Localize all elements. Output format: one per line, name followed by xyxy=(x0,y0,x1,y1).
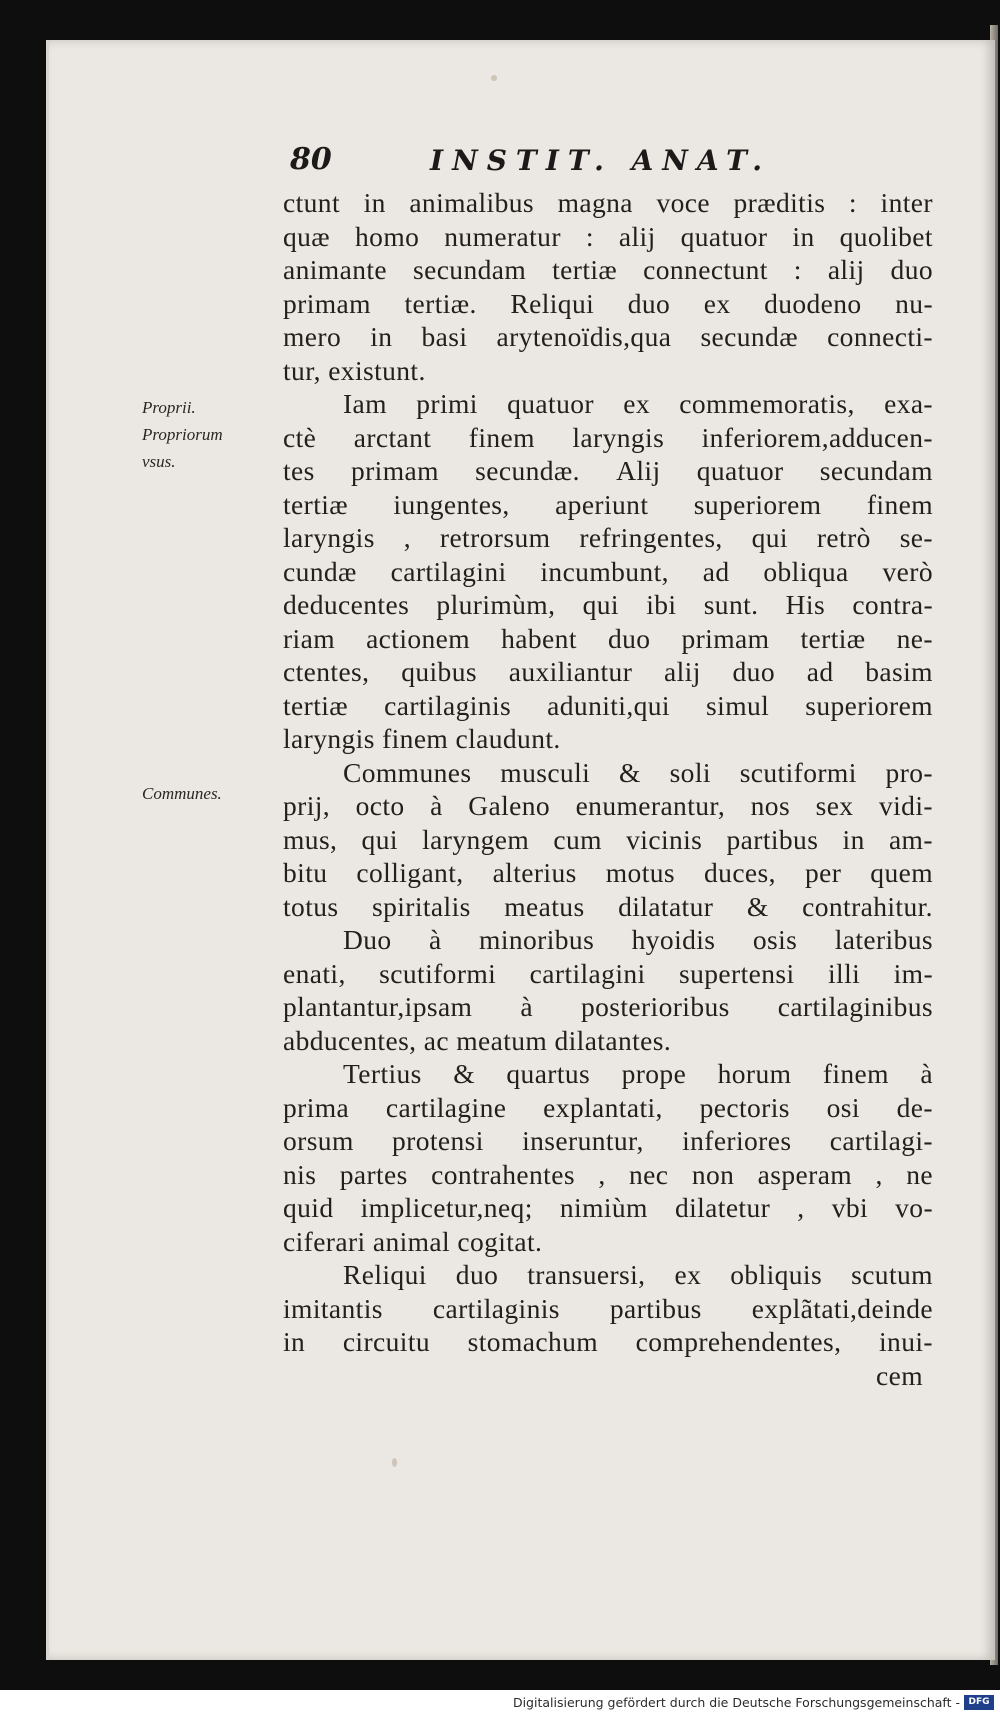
word: quatuor xyxy=(507,388,594,419)
word: in xyxy=(792,220,815,252)
word: spiritalis xyxy=(372,890,471,922)
dfg-logo: DFG xyxy=(964,1695,994,1710)
catchword: cem xyxy=(875,1359,923,1391)
word: laryngem xyxy=(422,823,530,855)
word: osis xyxy=(752,924,798,955)
word: tertiӕ xyxy=(283,689,349,721)
word: cartilaginis xyxy=(432,1292,560,1324)
word: ibi xyxy=(646,589,677,620)
word: ex xyxy=(703,287,731,319)
word: aduniti,qui xyxy=(547,689,670,721)
word: in xyxy=(283,1326,306,1357)
word: asperam xyxy=(757,1158,853,1190)
word: ex xyxy=(674,1259,702,1290)
word: cartilagi- xyxy=(829,1125,933,1156)
word: comprehendentes, xyxy=(635,1326,842,1357)
word: finem xyxy=(822,1058,889,1089)
word: qui xyxy=(582,589,619,620)
word: à xyxy=(520,991,533,1022)
text-line xyxy=(283,320,933,354)
text-line xyxy=(283,689,933,723)
text-line xyxy=(283,1191,933,1225)
word: horum xyxy=(717,1058,792,1089)
word: basim xyxy=(865,656,933,687)
word: arytenoïdis,qua xyxy=(496,321,672,352)
ink-spot xyxy=(491,75,497,81)
word: pro- xyxy=(885,756,933,788)
word: magna xyxy=(557,187,633,218)
text-line xyxy=(283,1091,933,1125)
word: , xyxy=(875,1158,883,1190)
text-line xyxy=(283,555,933,589)
word: vicinis xyxy=(626,823,703,855)
page-number: 80 xyxy=(290,142,332,177)
funding-credit: Digitalisierung gefördert durch die Deutsche Forschungsgemeinschaft - xyxy=(512,1695,960,1710)
word: quid xyxy=(283,1192,334,1223)
word: & xyxy=(453,1058,475,1089)
word: octo xyxy=(355,790,405,821)
word: plantantur,ipsam xyxy=(283,991,473,1022)
word: cartilagine xyxy=(385,1091,507,1123)
word: in xyxy=(363,187,386,218)
word: inui- xyxy=(879,1326,933,1357)
text-line xyxy=(283,990,933,1024)
word: nu- xyxy=(895,287,933,319)
word: voce xyxy=(656,187,710,218)
word: dilatetur xyxy=(674,1192,771,1223)
text-line xyxy=(283,655,933,689)
word: cartilaginibus xyxy=(777,991,933,1022)
text-line: tur, existunt. xyxy=(283,354,426,386)
word: minoribus xyxy=(479,924,595,955)
word: sex xyxy=(815,790,854,821)
ink-spot xyxy=(392,1458,397,1467)
word: Communes xyxy=(343,756,472,788)
word: cum xyxy=(553,823,602,855)
text-line xyxy=(283,1057,933,1091)
word: alij xyxy=(618,220,656,252)
word: scutiformi xyxy=(379,957,497,989)
text-line xyxy=(283,1258,933,1292)
text-line xyxy=(283,856,933,890)
text-line xyxy=(283,1158,933,1192)
word: secundӕ xyxy=(700,321,798,352)
word: basi xyxy=(421,321,468,352)
word: His xyxy=(785,589,826,620)
marginal-note-usus: vsus. xyxy=(142,452,176,471)
word: musculi xyxy=(500,756,591,788)
word: explantati, xyxy=(543,1091,663,1123)
word: se- xyxy=(899,522,933,553)
word: alij xyxy=(664,656,701,687)
text-line xyxy=(283,220,933,254)
word: : xyxy=(585,220,594,252)
word: exa- xyxy=(884,388,933,419)
text-line xyxy=(283,454,933,488)
word: bitu xyxy=(283,857,328,888)
running-head: INSTIT. ANAT. xyxy=(430,144,772,177)
word: protensi xyxy=(392,1125,484,1156)
word: primi xyxy=(416,388,478,419)
text-line xyxy=(283,387,933,421)
word: colligant, xyxy=(356,857,464,888)
word: soli xyxy=(669,756,711,788)
word: Duo xyxy=(343,924,392,955)
word: ne- xyxy=(896,622,933,654)
word: & xyxy=(618,756,641,788)
word: tertiӕ xyxy=(800,622,866,654)
page-header xyxy=(290,142,860,192)
word: inferiorem,adducen- xyxy=(701,421,933,453)
word: finem xyxy=(468,421,535,453)
word: habent xyxy=(501,622,577,654)
word: ctunt xyxy=(283,187,340,218)
word: : xyxy=(848,187,857,218)
word: verò xyxy=(882,555,933,587)
word: Tertius xyxy=(343,1058,422,1089)
text-line xyxy=(283,1124,933,1158)
word: prima xyxy=(283,1091,350,1123)
word: duo xyxy=(607,622,651,654)
word: nos xyxy=(750,790,791,821)
word: tertiӕ. xyxy=(404,287,477,319)
word: refringentes, xyxy=(579,522,723,553)
word: Alij xyxy=(616,455,661,486)
word: Reliqui xyxy=(510,287,595,319)
word: cundӕ xyxy=(283,555,357,587)
word: Galeno xyxy=(468,790,551,821)
word: osi xyxy=(826,1091,860,1123)
word: deducentes xyxy=(283,589,410,620)
word: connecti- xyxy=(827,321,933,352)
word: alij xyxy=(827,254,865,285)
text-line xyxy=(283,622,933,656)
word: explãtati,deinde xyxy=(751,1292,933,1324)
marginal-note-propriorum: Propriorum xyxy=(142,425,223,444)
word: in xyxy=(370,321,393,352)
word: transuersi, xyxy=(527,1259,646,1290)
word: stomachum xyxy=(467,1326,599,1357)
text-line: ciferari animal cogitat. xyxy=(283,1225,543,1257)
word: ad xyxy=(806,656,834,687)
word: ne xyxy=(906,1158,933,1190)
footer-bar xyxy=(0,1691,1000,1717)
word: animalibus xyxy=(409,187,535,218)
word: tes xyxy=(283,455,315,486)
word: pectoris xyxy=(699,1091,790,1123)
word: dilatatur xyxy=(618,890,714,922)
word: primam xyxy=(350,455,439,486)
word: orsum xyxy=(283,1125,354,1156)
word: cartilaginis xyxy=(384,689,512,721)
word: nimiùm xyxy=(559,1192,648,1223)
word: à xyxy=(430,790,443,821)
word: finem xyxy=(866,488,933,520)
word: duo xyxy=(627,287,671,319)
word: inferiores xyxy=(682,1125,792,1156)
word: actionem xyxy=(366,622,471,654)
word: alterius xyxy=(492,857,577,888)
marginal-note-communes: Communes. xyxy=(142,784,222,803)
word: Reliqui xyxy=(343,1259,427,1290)
word: ad xyxy=(702,555,730,587)
marginal-note-proprii: Proprii. xyxy=(142,398,196,417)
word: laryngis xyxy=(572,421,665,453)
word: connectunt xyxy=(643,254,768,285)
word: de- xyxy=(896,1091,933,1123)
word: duodeno xyxy=(764,287,862,319)
word: inseruntur, xyxy=(522,1125,644,1156)
word: scutiformi xyxy=(739,756,857,788)
word: mus, xyxy=(283,823,338,855)
text-line xyxy=(283,890,933,924)
text-line xyxy=(283,823,933,857)
word: homo xyxy=(355,220,420,252)
text-line xyxy=(283,923,933,957)
word: à xyxy=(920,1058,933,1089)
word: quartus xyxy=(506,1058,591,1089)
text-line xyxy=(283,1325,933,1359)
word: primam xyxy=(283,287,371,319)
word: quibus xyxy=(401,656,477,687)
word: : xyxy=(793,254,802,285)
word: duces, xyxy=(704,857,776,888)
text-line: abducentes, ac meatum dilatantes. xyxy=(283,1024,672,1056)
word: in xyxy=(842,823,865,855)
word: incumbunt, xyxy=(540,555,669,587)
word: meatus xyxy=(504,890,585,922)
word: scutum xyxy=(851,1259,933,1290)
text-line xyxy=(283,253,933,287)
word: superiorem xyxy=(805,689,933,721)
word: aperiunt xyxy=(555,488,649,520)
text-line: laryngis finem claudunt. xyxy=(283,723,561,754)
word: nec xyxy=(629,1158,669,1190)
word: duo xyxy=(732,656,775,687)
word: commemoratis, xyxy=(679,388,855,419)
word: secundam xyxy=(819,455,933,486)
word: ex xyxy=(623,388,650,419)
word: secundam xyxy=(412,254,527,285)
word: quem xyxy=(870,857,933,888)
word: qui xyxy=(361,823,398,855)
word: quolibet xyxy=(839,220,933,252)
word: auxiliantur xyxy=(508,656,633,687)
word: quatuor xyxy=(696,455,784,486)
word: inter xyxy=(880,187,933,218)
text-line xyxy=(283,789,933,823)
word: numeratur xyxy=(444,220,561,252)
text-line xyxy=(283,186,933,220)
word: posterioribus xyxy=(580,991,730,1022)
word: cartilagini xyxy=(529,957,646,989)
word: am- xyxy=(888,823,933,855)
word: iungentes, xyxy=(393,488,510,520)
word: retrò xyxy=(816,522,871,553)
word: duo xyxy=(455,1259,499,1290)
text-line xyxy=(283,421,933,455)
body-text xyxy=(283,186,933,1392)
word: enati, xyxy=(283,957,346,989)
word: cartilagini xyxy=(390,555,507,587)
word: tertiӕ xyxy=(283,488,349,520)
text-line xyxy=(283,756,933,790)
text-line xyxy=(283,957,933,991)
word: riam xyxy=(283,622,335,654)
word: partes xyxy=(339,1158,408,1190)
word: sunt. xyxy=(703,589,759,620)
word: vo- xyxy=(895,1192,933,1223)
word: partibus xyxy=(609,1292,702,1324)
word: prope xyxy=(621,1058,687,1089)
word: enumerantur, xyxy=(575,790,726,821)
word: nis xyxy=(283,1158,317,1190)
word: , xyxy=(598,1158,606,1190)
word: contrahentes xyxy=(431,1158,575,1190)
word: prij, xyxy=(283,790,331,821)
word: primam xyxy=(681,622,770,654)
word: vbi xyxy=(831,1192,869,1223)
text-line xyxy=(283,287,933,321)
word: plurimùm, xyxy=(436,589,556,620)
word: lateribus xyxy=(834,924,933,955)
word: illi xyxy=(827,957,861,989)
word: circuitu xyxy=(342,1326,431,1357)
word: superiorem xyxy=(693,488,822,520)
word: obliqua xyxy=(763,555,849,587)
word: quatuor xyxy=(680,220,768,252)
word: mero xyxy=(283,321,342,352)
word: ctentes, xyxy=(283,656,370,687)
word: supertensi xyxy=(679,957,795,989)
word: arctant xyxy=(353,421,432,453)
word: qui xyxy=(751,522,788,553)
text-line xyxy=(283,488,933,522)
word: contrahitur. xyxy=(802,890,933,922)
word: secundӕ. xyxy=(475,455,580,486)
word: partibus xyxy=(726,823,819,855)
word: à xyxy=(429,924,442,955)
word: hyoidis xyxy=(631,924,716,955)
word: & xyxy=(746,890,769,922)
word: , xyxy=(797,1192,805,1223)
word: obliquis xyxy=(730,1259,823,1290)
text-line xyxy=(283,521,933,555)
word: retrorsum xyxy=(439,522,551,553)
word: animante xyxy=(283,254,387,285)
word: per xyxy=(804,857,842,888)
text-line xyxy=(283,1292,933,1326)
word: contra- xyxy=(852,589,933,620)
word: totus xyxy=(283,890,339,922)
word: imitantis xyxy=(283,1292,383,1324)
word: ctè xyxy=(283,421,317,453)
word: im- xyxy=(893,957,933,989)
word: implicetur,neq; xyxy=(360,1192,533,1223)
text-line xyxy=(283,588,933,622)
word: , xyxy=(403,522,411,553)
word: laryngis xyxy=(283,522,375,553)
word: Iam xyxy=(343,388,387,419)
word: vidi- xyxy=(878,790,933,821)
word: prӕditis xyxy=(733,187,826,218)
word: motus xyxy=(605,857,675,888)
word: duo xyxy=(890,254,933,285)
word: quӕ xyxy=(283,220,331,252)
word: simul xyxy=(706,689,770,721)
word: tertiӕ xyxy=(552,254,618,285)
word: non xyxy=(691,1158,735,1190)
